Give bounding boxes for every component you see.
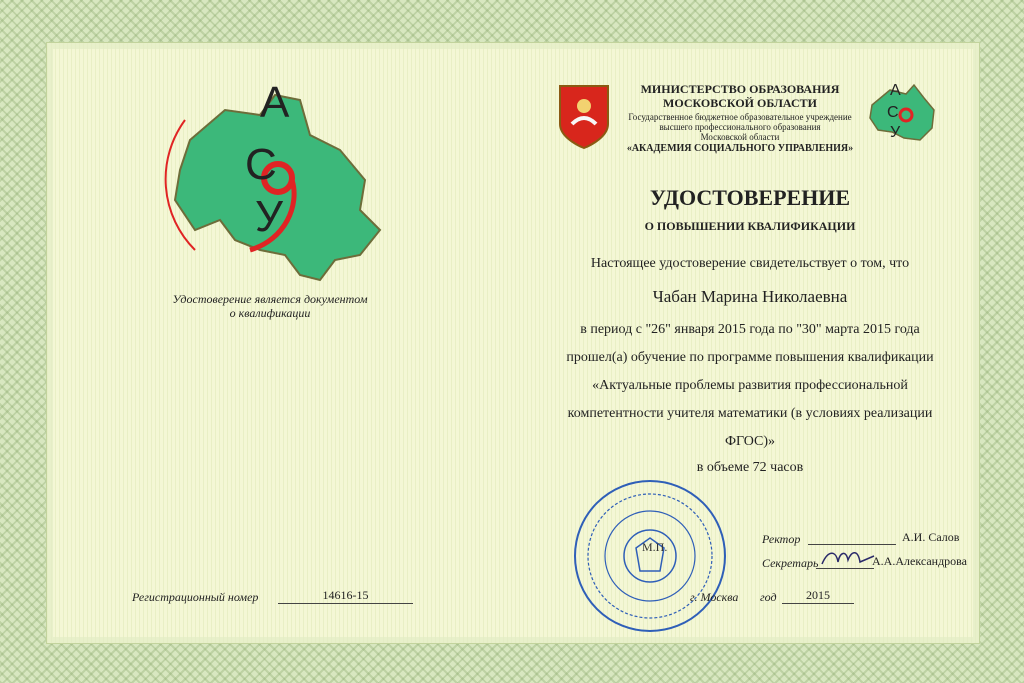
logo-letter-c: С <box>245 140 277 189</box>
qualification-caption-2: о квалификации <box>229 306 311 320</box>
institution-name: «АКАДЕМИЯ СОЦИАЛЬНОГО УПРАВЛЕНИЯ» <box>626 143 854 154</box>
issue-year: 2015 <box>782 588 854 604</box>
city: г. Москва <box>690 590 739 604</box>
logo-letter-u: У <box>255 192 283 241</box>
institution-line3: Московской области <box>700 132 780 142</box>
rector-name: А.И. Салов <box>902 530 960 544</box>
small-logo-letter-a: А <box>890 82 901 99</box>
training-statement: прошел(а) обучение по программе повышения квалификации <box>566 350 934 365</box>
certificate-subtitle: О ПОВЫШЕНИИ КВАЛИФИКАЦИИ <box>644 219 856 233</box>
ministry-line2: МОСКОВСКОЙ ОБЛАСТИ <box>663 96 817 110</box>
secretary-name: А.А.Александрова <box>872 554 968 568</box>
program-line1: «Актуальные проблемы развития профессиональной <box>592 378 908 393</box>
moscow-region-emblem <box>558 84 610 150</box>
logo-letter-a: А <box>260 78 290 127</box>
institution-line1: Государственное бюджетное образовательное учреждение <box>628 112 852 122</box>
institution-line2: высшего профессионального образования <box>659 122 821 132</box>
ministry-line1: МИНИСТЕРСТВО ОБРАЗОВАНИЯ <box>640 82 840 96</box>
training-period: в период с "26" января 2015 года по "30" марта 2015 года <box>580 322 920 337</box>
training-volume: в объеме 72 часов <box>696 460 804 475</box>
year-label: год <box>760 590 777 604</box>
program-line3: ФГОС)» <box>724 434 776 449</box>
acsu-small-logo <box>862 80 942 150</box>
certificate-intro: Настоящее удостоверение свидетельствует о том, что <box>590 256 910 271</box>
program-line2: компетентности учителя математики (в условиях реализации <box>567 406 933 421</box>
reg-number-label: Регистрационный номер <box>132 590 259 604</box>
secretary-signature <box>818 544 878 570</box>
certificate-title: УДОСТОВЕРЕНИЕ <box>649 185 851 210</box>
small-logo-letter-u: У <box>890 124 901 141</box>
seal-mp-label: М.П. <box>642 540 668 554</box>
secretary-label: Секретарь <box>762 556 819 570</box>
recipient-name: Чабан Марина Николаевна <box>652 287 848 306</box>
reg-number-value: 14616-15 <box>278 588 413 604</box>
qualification-caption-1: Удостоверение является документом <box>172 292 368 306</box>
rector-label: Ректор <box>762 532 801 546</box>
small-logo-letter-c: С <box>887 104 899 121</box>
official-seal <box>570 476 730 636</box>
